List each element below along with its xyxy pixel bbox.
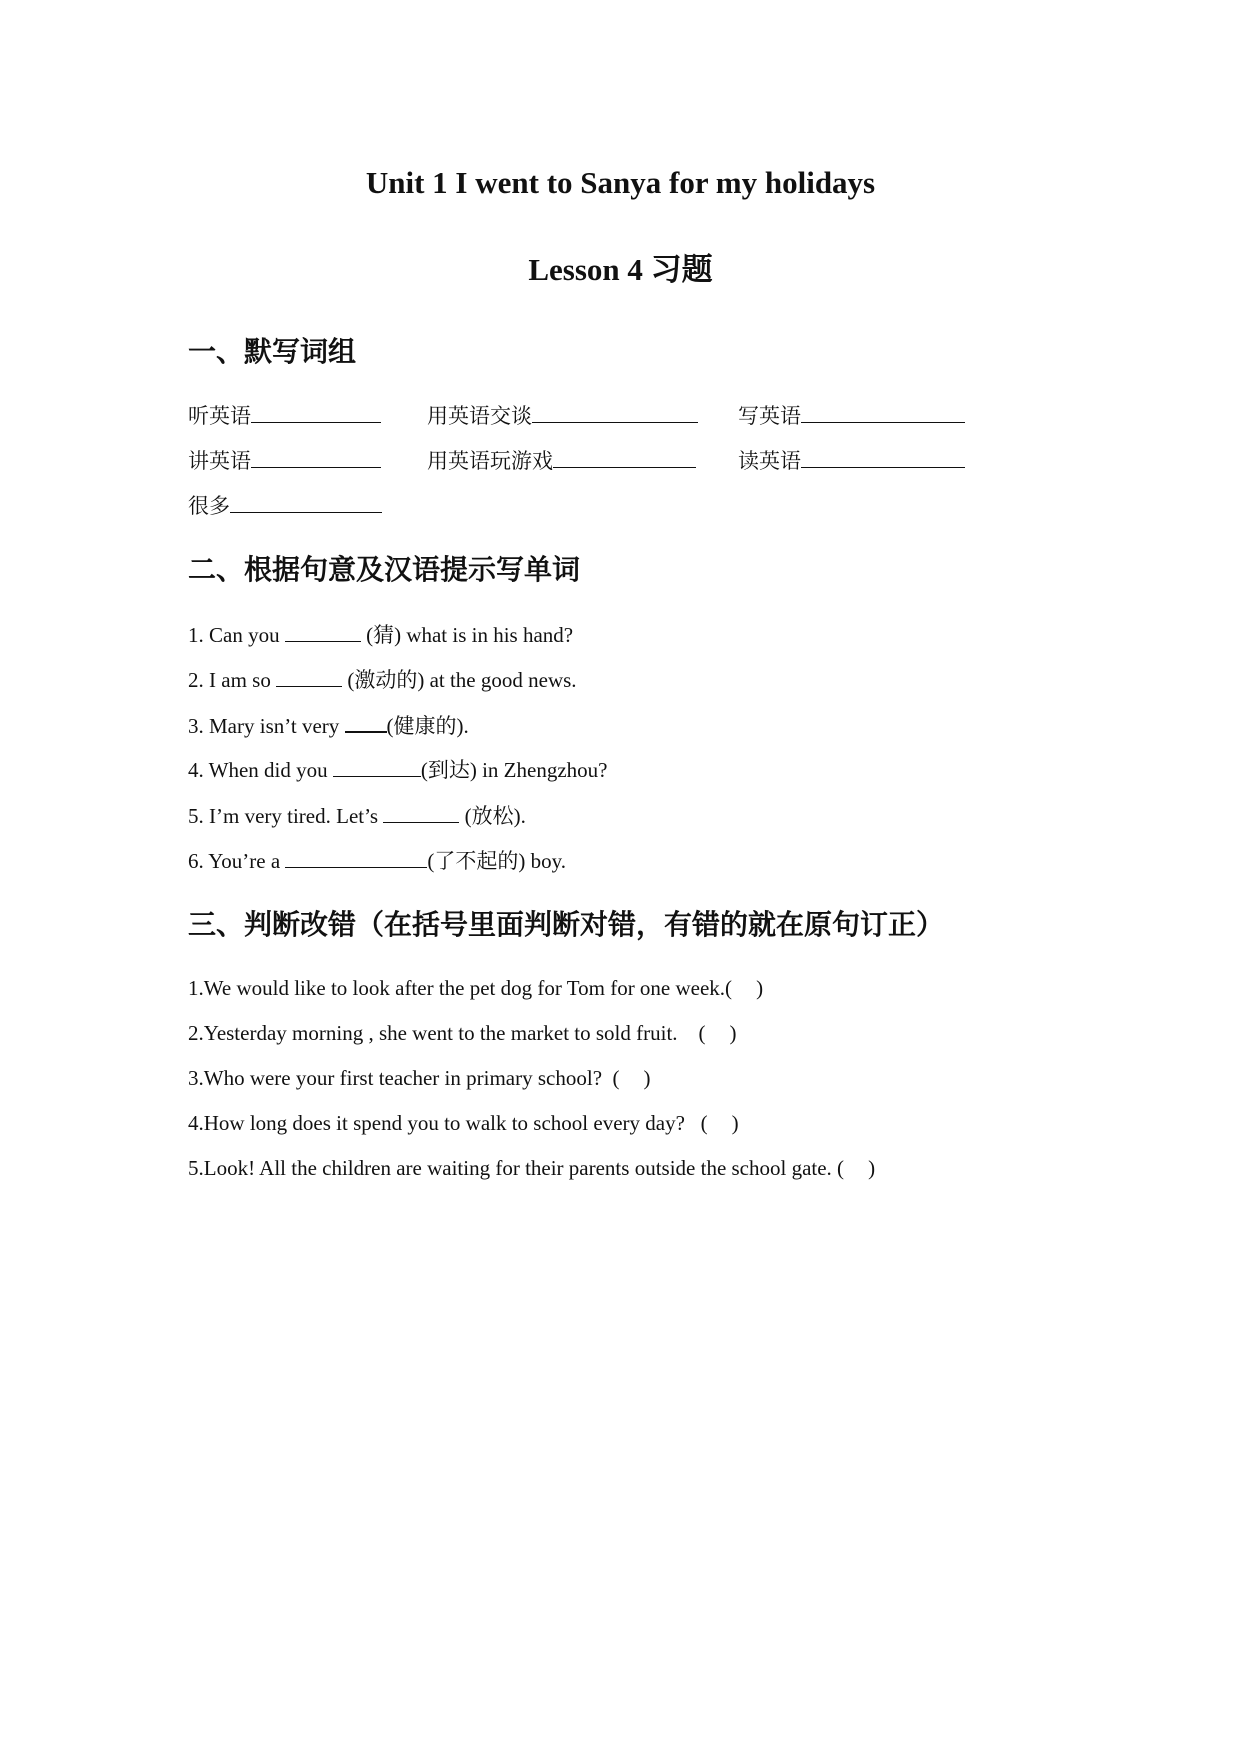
fill-word-item — [188, 666, 577, 694]
sentence-text: (猜) what is in his hand? — [360, 623, 574, 647]
sentence-text: 2. I am so — [188, 668, 277, 692]
close-paren: ) — [731, 1111, 739, 1135]
answer-blank[interactable] — [251, 447, 381, 468]
section-3-heading: 三、判断改错（在括号里面判断对错，有错的就在原句订正） — [188, 908, 945, 941]
sentence-text: (健康的). — [386, 714, 469, 738]
phrase-label: 讲英语 — [188, 449, 251, 473]
phrase-item — [427, 447, 696, 475]
sentence-text: 3. Mary isn’t very — [188, 714, 345, 738]
sentence-text: 6. You’re a — [188, 849, 286, 873]
phrase-label: 读英语 — [738, 449, 801, 473]
judge-item — [188, 1154, 875, 1182]
sentence-text: (到达) in Zhengzhou? — [420, 758, 608, 782]
answer-blank[interactable] — [532, 402, 698, 423]
sentence-text: 3.Who were your first teacher in primary school? ( — [188, 1066, 620, 1090]
phrase-label: 用英语交谈 — [427, 404, 532, 428]
sentence-text: 5. I’m very tired. Let’s — [188, 804, 384, 828]
phrase-item — [738, 402, 965, 430]
sentence-text: 4.How long does it spend you to walk to school every day? ( — [188, 1111, 708, 1135]
sentence-text: (放松). — [459, 804, 526, 828]
phrase-label: 写英语 — [738, 404, 801, 428]
fill-word-item — [188, 621, 573, 649]
phrase-item — [738, 447, 965, 475]
phrase-label: 很多 — [188, 494, 230, 518]
sentence-text: 5.Look! All the children are waiting for their parents outside the school gate. ( — [188, 1156, 845, 1180]
judge-item — [188, 974, 763, 1002]
answer-blank[interactable] — [553, 447, 696, 468]
phrase-item — [427, 402, 698, 430]
section-2-heading: 二、根据句意及汉语提示写单词 — [188, 553, 581, 586]
fill-word-item — [188, 802, 526, 830]
answer-blank[interactable] — [285, 847, 427, 868]
fill-word-item — [188, 711, 469, 740]
close-paren: ) — [756, 976, 764, 1000]
worksheet-title: Unit 1 I went to Sanya for my holidays — [365, 165, 876, 200]
answer-blank[interactable] — [285, 621, 361, 642]
answer-blank[interactable] — [345, 711, 387, 733]
fill-word-item — [188, 756, 607, 784]
sentence-text: 2.Yesterday morning , she went to the market to sold fruit. ( — [188, 1021, 706, 1045]
sentence-text: 1.We would like to look after the pet dog for Tom for one week.( — [188, 976, 733, 1000]
sentence-text: 1. Can you — [188, 623, 285, 647]
answer-blank[interactable] — [333, 756, 421, 777]
answer-blank[interactable] — [383, 802, 459, 823]
lesson-subtitle: Lesson 4 习题 — [528, 252, 713, 287]
fill-word-item — [188, 847, 566, 875]
answer-blank[interactable] — [276, 666, 342, 687]
phrase-item — [188, 447, 381, 475]
close-paren: ) — [868, 1156, 876, 1180]
sentence-text: (激动的) at the good news. — [342, 668, 577, 692]
phrase-label: 用英语玩游戏 — [427, 449, 553, 473]
phrase-item — [188, 492, 382, 520]
sentence-text: 4. When did you — [188, 758, 333, 782]
judge-item — [188, 1064, 651, 1092]
judge-item — [188, 1109, 739, 1137]
answer-blank[interactable] — [801, 447, 965, 468]
section-1-heading: 一、默写词组 — [188, 335, 357, 368]
close-paren: ) — [729, 1021, 737, 1045]
phrase-label: 听英语 — [188, 404, 251, 428]
judge-item — [188, 1019, 737, 1047]
sentence-text: (了不起的) boy. — [427, 849, 567, 873]
phrase-item — [188, 402, 381, 430]
answer-blank[interactable] — [801, 402, 965, 423]
answer-blank[interactable] — [230, 492, 382, 513]
close-paren: ) — [643, 1066, 651, 1090]
answer-blank[interactable] — [251, 402, 381, 423]
